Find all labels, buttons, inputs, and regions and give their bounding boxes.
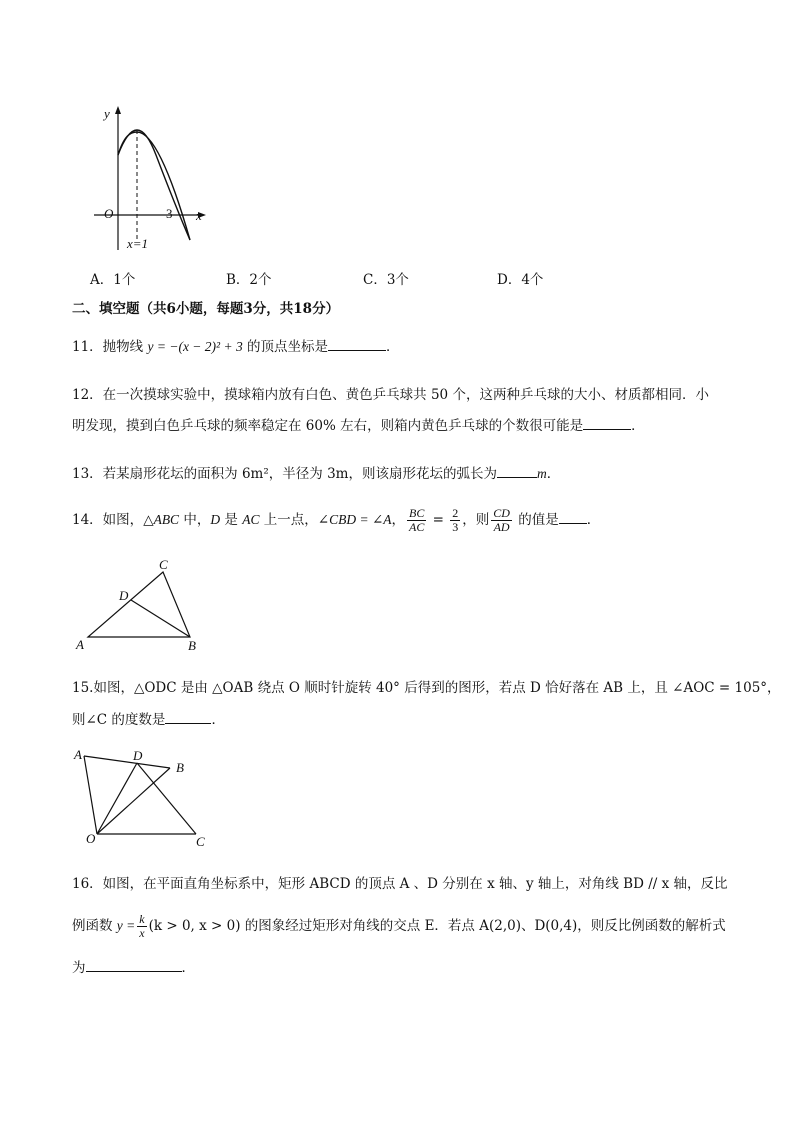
q14-frac2-num: 2: [452, 506, 459, 520]
fig15-label-b: B: [176, 760, 184, 775]
option-d: D．4个: [497, 272, 544, 288]
question-12-line2: [72, 415, 645, 436]
q13-pre: 13．若某扇形花坛的面积为 6m²，半径为 3m，则该扇形花坛的弧长为: [72, 466, 497, 482]
q14-d: D: [210, 512, 221, 527]
graph-origin-label: O: [104, 206, 114, 221]
fig14-label-d: D: [119, 588, 129, 603]
q13-answer-blank: [497, 463, 537, 478]
q13-end: ．: [546, 466, 561, 482]
q12-line2-text: 明发现，摸到白色乒乓球的频率稳定在 60% 左右，则箱内黄色乒乓球的个数很可能是: [72, 418, 584, 434]
graph-x-label: x: [196, 208, 202, 223]
q14-frac1-den: AC: [409, 520, 425, 534]
q11-post: 的顶点坐标是: [242, 339, 328, 355]
question-16-line2: [72, 911, 726, 941]
q14-frac1: [407, 507, 426, 534]
q11-answer-blank: [328, 336, 386, 351]
q14-g: 上一点，: [259, 512, 318, 528]
q14-i: ，: [391, 512, 406, 528]
q11-pre: 11．抛物线: [72, 339, 148, 355]
fig15-label-d: D: [133, 748, 143, 763]
question-15-line2: [72, 709, 225, 730]
q11-end: ．: [386, 339, 400, 355]
q16-frac-num: k: [139, 912, 145, 926]
q15-answer-blank: [165, 709, 211, 724]
q11-formula: y = −(x − 2)² + 3: [147, 339, 243, 354]
question-14: [72, 505, 600, 535]
graph-axis-label: x=1: [127, 236, 149, 251]
option-a: A．1个: [90, 272, 136, 288]
fig14-label-a: A: [76, 637, 84, 652]
q15-line2-text: 则∠C 的度数是: [72, 712, 166, 728]
q14-j: ，则: [462, 512, 490, 528]
q16-line2-pre: 例函数: [72, 918, 117, 934]
q16-line2-post: (k > 0, x > 0) 的图象经过矩形对角线的交点 E．若点 A(2,0)、D(0,4)，则反比例函数的解析式: [148, 918, 726, 934]
fig14-label-b: B: [188, 638, 196, 653]
section-title: 二、填空题（共6小题，每题3分，共18分）: [72, 301, 340, 317]
fig15-label-a: A: [74, 747, 82, 762]
q16-frac-den: x: [139, 926, 145, 940]
q14-frac1-num: BC: [409, 506, 425, 520]
question-13: [72, 463, 560, 484]
q14-f: AC: [242, 512, 260, 527]
parabola-graph: [80, 100, 220, 260]
q14-e: 是: [220, 512, 243, 528]
q16-end: ．: [181, 960, 195, 976]
q12-answer-blank: [583, 415, 631, 430]
fig15-label-o: O: [86, 831, 96, 846]
q15-end: ．: [211, 712, 225, 728]
q14-frac3-num: CD: [493, 506, 510, 520]
option-c: C．3个: [363, 272, 409, 288]
q13-unit: m: [536, 466, 547, 481]
q14-answer-blank: [559, 509, 587, 524]
q14-end: ．: [586, 512, 601, 528]
q16-line3-text: 为: [72, 960, 86, 976]
q16-answer-blank: [86, 957, 182, 972]
fig14-label-c: C: [159, 557, 168, 572]
q14-eq: =: [428, 512, 449, 528]
q14-frac2-den: 3: [452, 520, 459, 534]
option-b: B．2个: [226, 272, 272, 288]
q14-h: ∠CBD = ∠A: [317, 512, 392, 527]
q14-frac3: [491, 507, 512, 534]
q14-frac2: [450, 507, 460, 534]
question-16-line3: [72, 957, 195, 978]
q14-k: 的值是: [513, 512, 559, 528]
question-12-line1: 12．在一次摸球实验中，摸球箱内放有白色、黄色乒乓球共 50 个，这两种乒乓球的大小、材质都相同．小: [72, 387, 709, 403]
question-16-line1: 16．如图，在平面直角坐标系中，矩形 ABCD 的顶点 A 、D 分别在 x 轴、y 轴上，对角线 BD // x 轴，反比: [72, 876, 728, 892]
q16-y-eq: y =: [116, 918, 136, 933]
rotation-figure-15: [70, 742, 220, 852]
q14-b: △ABC: [143, 512, 180, 527]
triangle-figure-14: [70, 555, 220, 655]
q14-frac3-den: AD: [493, 520, 510, 534]
fig15-label-c: C: [196, 834, 205, 849]
graph-three-label: 3: [166, 206, 173, 221]
question-11: [72, 336, 400, 357]
question-15-line1: 15.如图，△ODC 是由 △OAB 绕点 O 顺时针旋转 40° 后得到的图形，若点 D 恰好落在 AB 上，且 ∠AOC = 105°，: [72, 680, 781, 696]
q16-frac: [137, 913, 146, 940]
q14-a: 14．如图，: [72, 512, 144, 528]
graph-y-label: y: [104, 106, 110, 121]
q14-c: 中，: [179, 512, 211, 528]
q12-end: ．: [631, 418, 645, 434]
